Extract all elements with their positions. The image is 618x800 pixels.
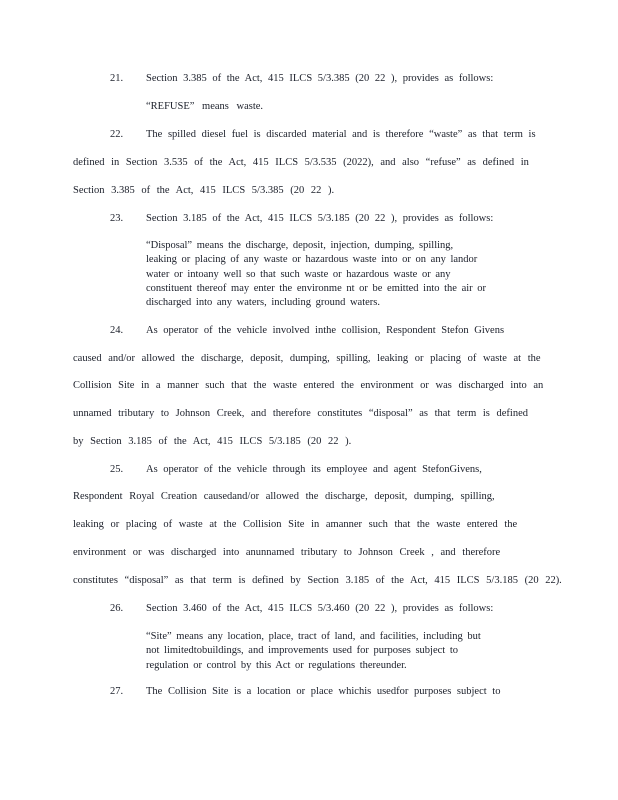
paragraph-25-line: leaking or placing of waste at the Collision Site in amanner such that the waste entered the (73, 519, 518, 530)
paragraph-number-25: 25. (110, 464, 124, 475)
paragraph-number-22: 22. (110, 129, 124, 140)
paragraph-26-lead: Section 3.460 of the Act, 415 ILCS 5/3.460 (20 22 ), provides as follows: (146, 603, 494, 614)
quote-line: “Site” means any location, place, tract of land, and facilities, including but (146, 631, 481, 642)
quote-line: not limitedtobuildings, and improvements used for purposes subject to (146, 645, 459, 657)
disposal-definition-quote (146, 239, 496, 310)
quote-line: “Disposal” means the discharge, deposit, injection, dumping, spilling, (146, 240, 454, 251)
paragraph-24-line: Collision Site in a manner such that the waste entered the environment or was discharged into an (73, 380, 544, 391)
paragraph-27-lead: The Collision Site is a location or place whichis usedfor purposes subject to (146, 686, 501, 697)
paragraph-number-27: 27. (110, 686, 124, 697)
quote-line: leaking or placing of any waste or hazardous waste into or on any landor (146, 254, 478, 266)
paragraph-22-line: Section 3.385 of the Act, 415 ILCS 5/3.385 (20 22 ). (73, 185, 335, 196)
paragraph-25-line: environment or was discharged into anunnamed tributary to Johnson Creek , and therefore (73, 547, 501, 558)
paragraph-number-23: 23. (110, 213, 124, 224)
paragraph-25-lead: As operator of the vehicle through its employee and agent StefonGivens, (146, 464, 482, 475)
paragraph-23-lead: Section 3.185 of the Act, 415 ILCS 5/3.185 (20 22 ), provides as follows: (146, 213, 494, 224)
paragraph-22-line: defined in Section 3.535 of the Act, 415 ILCS 5/3.535 (2022), and also “refuse” as defined in (73, 157, 529, 168)
paragraph-number-24: 24. (110, 325, 124, 336)
paragraph-number-26: 26. (110, 603, 124, 614)
quote-line: water or intoany well so that such waste or hazardous waste or any (146, 268, 451, 280)
paragraph-25-line: Respondent Royal Creation causedand/or allowed the discharge, deposit, dumping, spilling, (73, 491, 495, 502)
site-definition-quote (146, 630, 496, 673)
paragraph-25-line: constitutes “disposal” as that term is defined by Section 3.185 of the Act, 415 ILCS 5/3.185 (20 22). (73, 575, 562, 586)
paragraph-number-21: 21. (110, 73, 124, 84)
paragraph-24-line: by Section 3.185 of the Act, 415 ILCS 5/3.185 (20 22 ). (73, 436, 352, 447)
refuse-definition: “REFUSE” means waste. (146, 101, 264, 112)
paragraph-21-text: Section 3.385 of the Act, 415 ILCS 5/3.385 (20 22 ), provides as follows: (146, 73, 494, 84)
paragraph-24-lead: As operator of the vehicle involved inthe collision, Respondent Stefon Givens (146, 325, 505, 336)
quote-line: regulation or control by this Act or regulations thereunder. (146, 659, 407, 671)
paragraph-24-line: unnamed tributary to Johnson Creek, and therefore constitutes “disposal” as that term is defined (73, 408, 528, 419)
quote-line: constituent thereof may enter the environme nt or be emitted into the air or (146, 282, 487, 294)
paragraph-22-lead: The spilled diesel fuel is discarded material and is therefore “waste” as that term is (146, 129, 536, 140)
paragraph-24-line: caused and/or allowed the discharge, deposit, dumping, spilling, leaking or placing of waste at the (73, 353, 541, 364)
quote-line: discharged into any waters, including ground waters. (146, 297, 381, 309)
